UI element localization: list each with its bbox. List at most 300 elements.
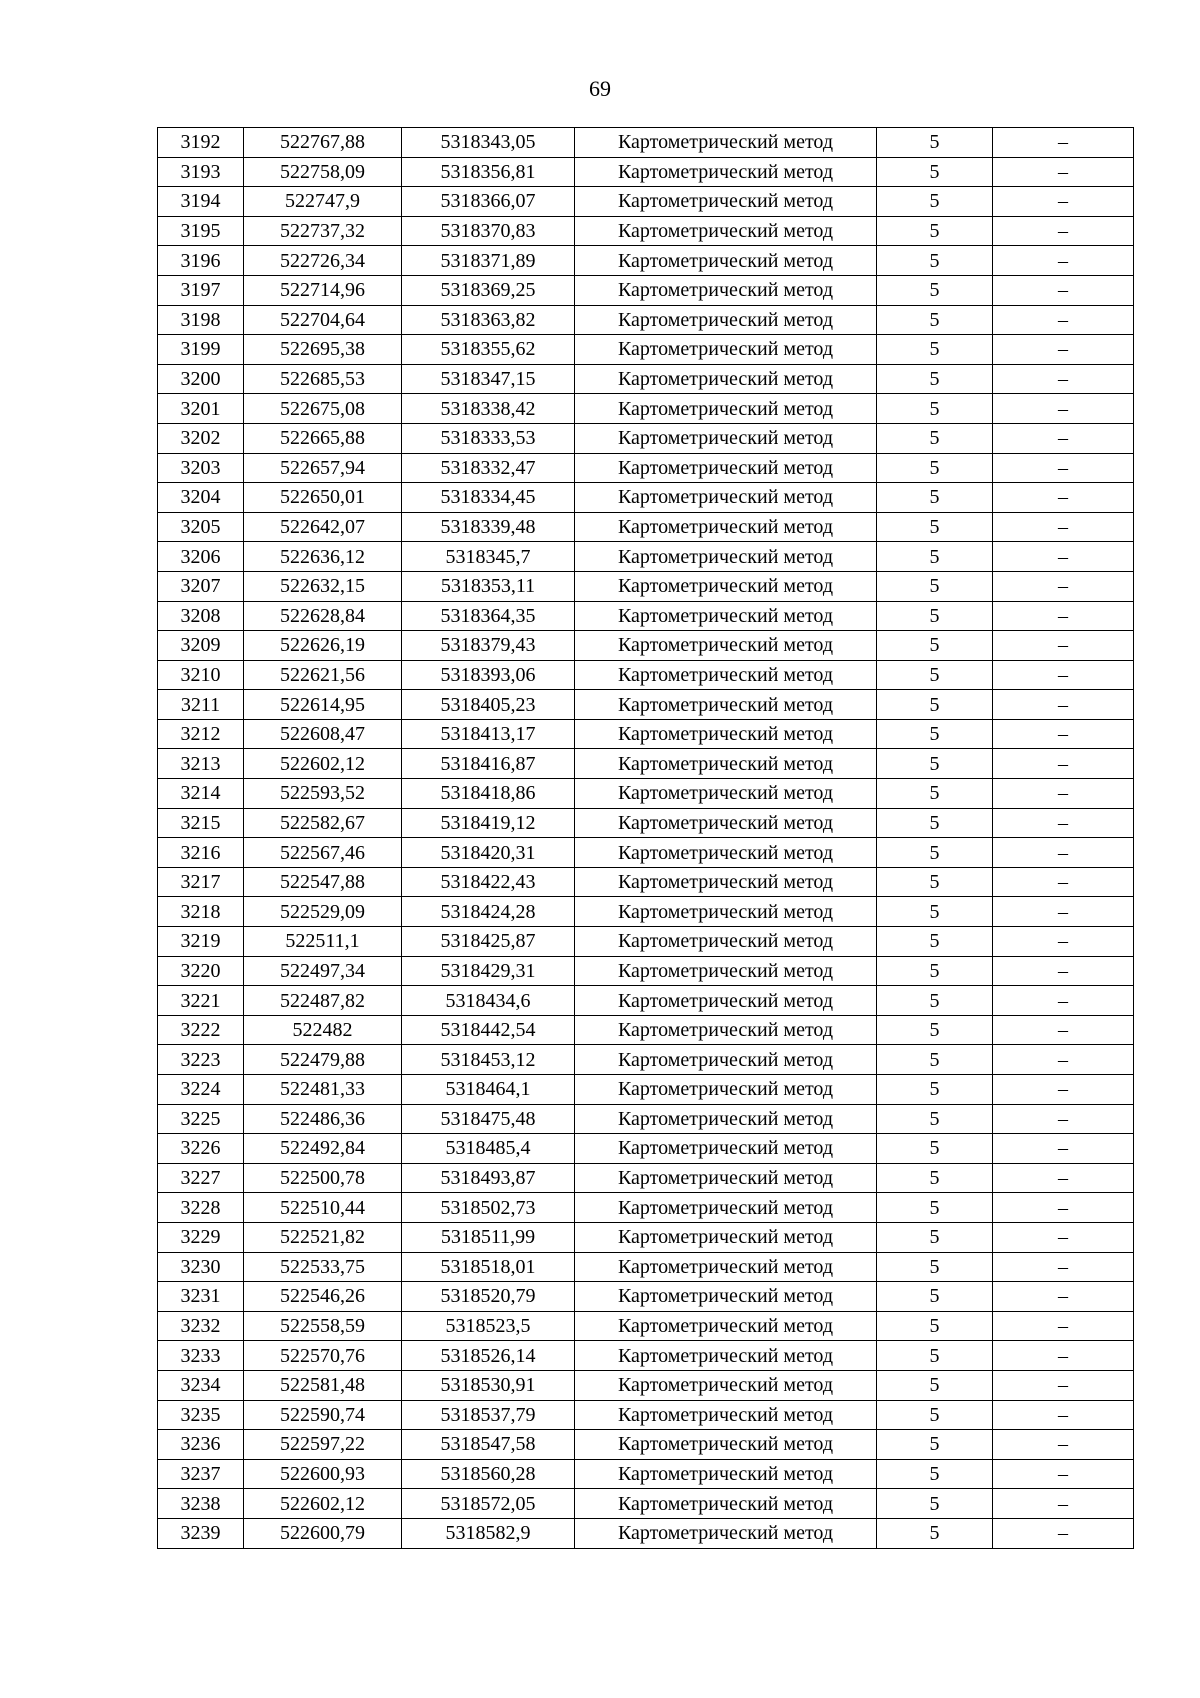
y-coordinate-cell: 5318520,79: [402, 1282, 575, 1312]
table-row: [158, 1134, 1134, 1164]
accuracy-cell: 5: [877, 1430, 993, 1460]
y-coordinate-cell: 5318518,01: [402, 1252, 575, 1282]
accuracy-cell: 5: [877, 216, 993, 246]
x-coordinate-cell: 522632,15: [244, 571, 402, 601]
accuracy-cell: 5: [877, 453, 993, 483]
y-coordinate-cell: 5318405,23: [402, 690, 575, 720]
table-row: [158, 246, 1134, 276]
y-coordinate-cell: 5318332,47: [402, 453, 575, 483]
method-cell: Картометрический метод: [575, 1045, 877, 1075]
description-cell: –: [993, 631, 1134, 661]
table-row: [158, 1370, 1134, 1400]
description-cell: –: [993, 512, 1134, 542]
point-number-cell: 3213: [158, 749, 244, 779]
description-cell: –: [993, 601, 1134, 631]
description-cell: –: [993, 423, 1134, 453]
method-cell: Картометрический метод: [575, 1430, 877, 1460]
table-row: [158, 394, 1134, 424]
accuracy-cell: 5: [877, 690, 993, 720]
description-cell: –: [993, 275, 1134, 305]
accuracy-cell: 5: [877, 512, 993, 542]
method-cell: Картометрический метод: [575, 571, 877, 601]
description-cell: –: [993, 1193, 1134, 1223]
y-coordinate-cell: 5318453,12: [402, 1045, 575, 1075]
accuracy-cell: 5: [877, 1341, 993, 1371]
accuracy-cell: 5: [877, 1370, 993, 1400]
accuracy-cell: 5: [877, 1222, 993, 1252]
accuracy-cell: 5: [877, 779, 993, 809]
y-coordinate-cell: 5318429,31: [402, 956, 575, 986]
point-number-cell: 3200: [158, 364, 244, 394]
point-number-cell: 3208: [158, 601, 244, 631]
x-coordinate-cell: 522695,38: [244, 335, 402, 365]
method-cell: Картометрический метод: [575, 246, 877, 276]
x-coordinate-cell: 522608,47: [244, 719, 402, 749]
description-cell: –: [993, 1370, 1134, 1400]
accuracy-cell: 5: [877, 1075, 993, 1105]
description-cell: –: [993, 1282, 1134, 1312]
y-coordinate-cell: 5318537,79: [402, 1400, 575, 1430]
y-coordinate-cell: 5318485,4: [402, 1134, 575, 1164]
accuracy-cell: 5: [877, 1489, 993, 1519]
description-cell: –: [993, 542, 1134, 572]
point-number-cell: 3214: [158, 779, 244, 809]
table-row: [158, 601, 1134, 631]
accuracy-cell: 5: [877, 128, 993, 158]
method-cell: Картометрический метод: [575, 601, 877, 631]
y-coordinate-cell: 5318424,28: [402, 897, 575, 927]
x-coordinate-cell: 522665,88: [244, 423, 402, 453]
accuracy-cell: 5: [877, 601, 993, 631]
method-cell: Картометрический метод: [575, 1370, 877, 1400]
x-coordinate-cell: 522597,22: [244, 1430, 402, 1460]
method-cell: Картометрический метод: [575, 690, 877, 720]
method-cell: Картометрический метод: [575, 335, 877, 365]
accuracy-cell: 5: [877, 335, 993, 365]
table-row: [158, 571, 1134, 601]
point-number-cell: 3193: [158, 157, 244, 187]
y-coordinate-cell: 5318393,06: [402, 660, 575, 690]
x-coordinate-cell: 522726,34: [244, 246, 402, 276]
page-number: 69: [589, 76, 611, 101]
method-cell: Картометрический метод: [575, 364, 877, 394]
description-cell: –: [993, 1104, 1134, 1134]
accuracy-cell: 5: [877, 1282, 993, 1312]
x-coordinate-cell: 522685,53: [244, 364, 402, 394]
accuracy-cell: 5: [877, 660, 993, 690]
table-row: [158, 631, 1134, 661]
point-number-cell: 3196: [158, 246, 244, 276]
x-coordinate-cell: 522626,19: [244, 631, 402, 661]
method-cell: Картометрический метод: [575, 1282, 877, 1312]
y-coordinate-cell: 5318442,54: [402, 1015, 575, 1045]
point-number-cell: 3215: [158, 808, 244, 838]
method-cell: Картометрический метод: [575, 423, 877, 453]
y-coordinate-cell: 5318422,43: [402, 867, 575, 897]
x-coordinate-cell: 522547,88: [244, 867, 402, 897]
method-cell: Картометрический метод: [575, 1489, 877, 1519]
method-cell: Картометрический метод: [575, 1015, 877, 1045]
point-number-cell: 3228: [158, 1193, 244, 1223]
x-coordinate-cell: 522600,79: [244, 1518, 402, 1548]
accuracy-cell: 5: [877, 571, 993, 601]
table-row: [158, 660, 1134, 690]
description-cell: –: [993, 1163, 1134, 1193]
description-cell: –: [993, 394, 1134, 424]
accuracy-cell: 5: [877, 275, 993, 305]
x-coordinate-cell: 522482: [244, 1015, 402, 1045]
table-row: [158, 1045, 1134, 1075]
y-coordinate-cell: 5318572,05: [402, 1489, 575, 1519]
description-cell: –: [993, 187, 1134, 217]
accuracy-cell: 5: [877, 1311, 993, 1341]
x-coordinate-cell: 522758,09: [244, 157, 402, 187]
x-coordinate-cell: 522521,82: [244, 1222, 402, 1252]
y-coordinate-cell: 5318347,15: [402, 364, 575, 394]
point-number-cell: 3235: [158, 1400, 244, 1430]
y-coordinate-cell: 5318547,58: [402, 1430, 575, 1460]
point-number-cell: 3219: [158, 927, 244, 957]
y-coordinate-cell: 5318356,81: [402, 157, 575, 187]
point-number-cell: 3234: [158, 1370, 244, 1400]
description-cell: –: [993, 897, 1134, 927]
table-row: [158, 1222, 1134, 1252]
point-number-cell: 3224: [158, 1075, 244, 1105]
table-row: [158, 808, 1134, 838]
point-number-cell: 3199: [158, 335, 244, 365]
table-row: [158, 1311, 1134, 1341]
x-coordinate-cell: 522533,75: [244, 1252, 402, 1282]
y-coordinate-cell: 5318530,91: [402, 1370, 575, 1400]
y-coordinate-cell: 5318420,31: [402, 838, 575, 868]
method-cell: Картометрический метод: [575, 275, 877, 305]
method-cell: Картометрический метод: [575, 956, 877, 986]
description-cell: –: [993, 838, 1134, 868]
x-coordinate-cell: 522602,12: [244, 1489, 402, 1519]
method-cell: Картометрический метод: [575, 128, 877, 158]
point-number-cell: 3192: [158, 128, 244, 158]
x-coordinate-cell: 522621,56: [244, 660, 402, 690]
y-coordinate-cell: 5318338,42: [402, 394, 575, 424]
y-coordinate-cell: 5318366,07: [402, 187, 575, 217]
description-cell: –: [993, 1489, 1134, 1519]
y-coordinate-cell: 5318425,87: [402, 927, 575, 957]
x-coordinate-cell: 522500,78: [244, 1163, 402, 1193]
y-coordinate-cell: 5318511,99: [402, 1222, 575, 1252]
accuracy-cell: 5: [877, 483, 993, 513]
x-coordinate-cell: 522602,12: [244, 749, 402, 779]
table-row: [158, 275, 1134, 305]
y-coordinate-cell: 5318334,45: [402, 483, 575, 513]
description-cell: –: [993, 927, 1134, 957]
point-number-cell: 3195: [158, 216, 244, 246]
method-cell: Картометрический метод: [575, 483, 877, 513]
table-row: [158, 542, 1134, 572]
method-cell: Картометрический метод: [575, 719, 877, 749]
y-coordinate-cell: 5318434,6: [402, 986, 575, 1016]
y-coordinate-cell: 5318353,11: [402, 571, 575, 601]
point-number-cell: 3231: [158, 1282, 244, 1312]
table-row: [158, 779, 1134, 809]
y-coordinate-cell: 5318333,53: [402, 423, 575, 453]
description-cell: –: [993, 1075, 1134, 1105]
accuracy-cell: 5: [877, 394, 993, 424]
description-cell: –: [993, 364, 1134, 394]
method-cell: Картометрический метод: [575, 1104, 877, 1134]
accuracy-cell: 5: [877, 423, 993, 453]
table-row: [158, 897, 1134, 927]
table-row: [158, 719, 1134, 749]
description-cell: –: [993, 453, 1134, 483]
accuracy-cell: 5: [877, 542, 993, 572]
x-coordinate-cell: 522642,07: [244, 512, 402, 542]
table-row: [158, 1075, 1134, 1105]
point-number-cell: 3225: [158, 1104, 244, 1134]
description-cell: –: [993, 1015, 1134, 1045]
method-cell: Картометрический метод: [575, 1075, 877, 1105]
method-cell: Картометрический метод: [575, 1459, 877, 1489]
x-coordinate-cell: 522657,94: [244, 453, 402, 483]
x-coordinate-cell: 522487,82: [244, 986, 402, 1016]
method-cell: Картометрический метод: [575, 216, 877, 246]
accuracy-cell: 5: [877, 1045, 993, 1075]
description-cell: –: [993, 246, 1134, 276]
x-coordinate-cell: 522628,84: [244, 601, 402, 631]
accuracy-cell: 5: [877, 157, 993, 187]
table-row: [158, 1252, 1134, 1282]
method-cell: Картометрический метод: [575, 1518, 877, 1548]
description-cell: –: [993, 956, 1134, 986]
point-number-cell: 3233: [158, 1341, 244, 1371]
y-coordinate-cell: 5318560,28: [402, 1459, 575, 1489]
y-coordinate-cell: 5318339,48: [402, 512, 575, 542]
table-row: [158, 986, 1134, 1016]
table-row: [158, 927, 1134, 957]
point-number-cell: 3220: [158, 956, 244, 986]
table-row: [158, 1341, 1134, 1371]
method-cell: Картометрический метод: [575, 542, 877, 572]
x-coordinate-cell: 522497,34: [244, 956, 402, 986]
accuracy-cell: 5: [877, 897, 993, 927]
point-number-cell: 3226: [158, 1134, 244, 1164]
description-cell: –: [993, 1311, 1134, 1341]
point-number-cell: 3218: [158, 897, 244, 927]
description-cell: –: [993, 808, 1134, 838]
method-cell: Картометрический метод: [575, 897, 877, 927]
description-cell: –: [993, 660, 1134, 690]
accuracy-cell: 5: [877, 719, 993, 749]
y-coordinate-cell: 5318343,05: [402, 128, 575, 158]
accuracy-cell: 5: [877, 867, 993, 897]
table-row: [158, 453, 1134, 483]
point-number-cell: 3202: [158, 423, 244, 453]
method-cell: Картометрический метод: [575, 660, 877, 690]
point-number-cell: 3230: [158, 1252, 244, 1282]
y-coordinate-cell: 5318502,73: [402, 1193, 575, 1223]
method-cell: Картометрический метод: [575, 1193, 877, 1223]
point-number-cell: 3232: [158, 1311, 244, 1341]
accuracy-cell: 5: [877, 1163, 993, 1193]
point-number-cell: 3238: [158, 1489, 244, 1519]
point-number-cell: 3197: [158, 275, 244, 305]
method-cell: Картометрический метод: [575, 1134, 877, 1164]
table-row: [158, 423, 1134, 453]
y-coordinate-cell: 5318363,82: [402, 305, 575, 335]
point-number-cell: 3212: [158, 719, 244, 749]
table-row: [158, 1518, 1134, 1548]
y-coordinate-cell: 5318416,87: [402, 749, 575, 779]
description-cell: –: [993, 1430, 1134, 1460]
description-cell: –: [993, 719, 1134, 749]
method-cell: Картометрический метод: [575, 157, 877, 187]
method-cell: Картометрический метод: [575, 1341, 877, 1371]
coordinates-table: [157, 127, 1134, 1549]
method-cell: Картометрический метод: [575, 838, 877, 868]
point-number-cell: 3198: [158, 305, 244, 335]
accuracy-cell: 5: [877, 1459, 993, 1489]
table-row: [158, 1193, 1134, 1223]
x-coordinate-cell: 522582,67: [244, 808, 402, 838]
x-coordinate-cell: 522570,76: [244, 1341, 402, 1371]
table-row: [158, 1282, 1134, 1312]
table-row: [158, 1489, 1134, 1519]
point-number-cell: 3236: [158, 1430, 244, 1460]
x-coordinate-cell: 522614,95: [244, 690, 402, 720]
point-number-cell: 3206: [158, 542, 244, 572]
description-cell: –: [993, 157, 1134, 187]
method-cell: Картометрический метод: [575, 305, 877, 335]
x-coordinate-cell: 522675,08: [244, 394, 402, 424]
description-cell: –: [993, 1341, 1134, 1371]
x-coordinate-cell: 522767,88: [244, 128, 402, 158]
description-cell: –: [993, 749, 1134, 779]
accuracy-cell: 5: [877, 1134, 993, 1164]
method-cell: Картометрический метод: [575, 512, 877, 542]
table-row: [158, 749, 1134, 779]
x-coordinate-cell: 522479,88: [244, 1045, 402, 1075]
accuracy-cell: 5: [877, 956, 993, 986]
description-cell: –: [993, 867, 1134, 897]
table-row: [158, 364, 1134, 394]
accuracy-cell: 5: [877, 187, 993, 217]
accuracy-cell: 5: [877, 631, 993, 661]
x-coordinate-cell: 522558,59: [244, 1311, 402, 1341]
x-coordinate-cell: 522593,52: [244, 779, 402, 809]
description-cell: –: [993, 690, 1134, 720]
point-number-cell: 3217: [158, 867, 244, 897]
point-number-cell: 3205: [158, 512, 244, 542]
accuracy-cell: 5: [877, 1015, 993, 1045]
x-coordinate-cell: 522481,33: [244, 1075, 402, 1105]
point-number-cell: 3223: [158, 1045, 244, 1075]
coordinates-table-body: [158, 128, 1134, 1549]
y-coordinate-cell: 5318464,1: [402, 1075, 575, 1105]
y-coordinate-cell: 5318419,12: [402, 808, 575, 838]
point-number-cell: 3211: [158, 690, 244, 720]
description-cell: –: [993, 1459, 1134, 1489]
y-coordinate-cell: 5318526,14: [402, 1341, 575, 1371]
method-cell: Картометрический метод: [575, 1222, 877, 1252]
table-row: [158, 483, 1134, 513]
x-coordinate-cell: 522714,96: [244, 275, 402, 305]
point-number-cell: 3201: [158, 394, 244, 424]
accuracy-cell: 5: [877, 1193, 993, 1223]
accuracy-cell: 5: [877, 1400, 993, 1430]
method-cell: Картометрический метод: [575, 1400, 877, 1430]
y-coordinate-cell: 5318355,62: [402, 335, 575, 365]
table-row: [158, 512, 1134, 542]
point-number-cell: 3216: [158, 838, 244, 868]
method-cell: Картометрический метод: [575, 927, 877, 957]
point-number-cell: 3203: [158, 453, 244, 483]
method-cell: Картометрический метод: [575, 986, 877, 1016]
x-coordinate-cell: 522704,64: [244, 305, 402, 335]
accuracy-cell: 5: [877, 927, 993, 957]
description-cell: –: [993, 216, 1134, 246]
method-cell: Картометрический метод: [575, 1311, 877, 1341]
table-row: [158, 1015, 1134, 1045]
table-row: [158, 690, 1134, 720]
accuracy-cell: 5: [877, 838, 993, 868]
x-coordinate-cell: 522529,09: [244, 897, 402, 927]
y-coordinate-cell: 5318370,83: [402, 216, 575, 246]
accuracy-cell: 5: [877, 246, 993, 276]
y-coordinate-cell: 5318364,35: [402, 601, 575, 631]
table-row: [158, 867, 1134, 897]
description-cell: –: [993, 305, 1134, 335]
method-cell: Картометрический метод: [575, 394, 877, 424]
x-coordinate-cell: 522567,46: [244, 838, 402, 868]
x-coordinate-cell: 522581,48: [244, 1370, 402, 1400]
table-row: [158, 335, 1134, 365]
description-cell: –: [993, 571, 1134, 601]
accuracy-cell: 5: [877, 749, 993, 779]
x-coordinate-cell: 522546,26: [244, 1282, 402, 1312]
description-cell: –: [993, 1045, 1134, 1075]
method-cell: Картометрический метод: [575, 749, 877, 779]
x-coordinate-cell: 522511,1: [244, 927, 402, 957]
x-coordinate-cell: 522650,01: [244, 483, 402, 513]
x-coordinate-cell: 522492,84: [244, 1134, 402, 1164]
table-row: [158, 187, 1134, 217]
description-cell: –: [993, 1134, 1134, 1164]
y-coordinate-cell: 5318345,7: [402, 542, 575, 572]
description-cell: –: [993, 128, 1134, 158]
table-row: [158, 1163, 1134, 1193]
accuracy-cell: 5: [877, 305, 993, 335]
point-number-cell: 3222: [158, 1015, 244, 1045]
x-coordinate-cell: 522590,74: [244, 1400, 402, 1430]
point-number-cell: 3207: [158, 571, 244, 601]
y-coordinate-cell: 5318379,43: [402, 631, 575, 661]
y-coordinate-cell: 5318413,17: [402, 719, 575, 749]
table-row: [158, 838, 1134, 868]
table-row: [158, 956, 1134, 986]
y-coordinate-cell: 5318475,48: [402, 1104, 575, 1134]
description-cell: –: [993, 779, 1134, 809]
point-number-cell: 3204: [158, 483, 244, 513]
accuracy-cell: 5: [877, 364, 993, 394]
method-cell: Картометрический метод: [575, 1252, 877, 1282]
table-row: [158, 216, 1134, 246]
point-number-cell: 3194: [158, 187, 244, 217]
description-cell: –: [993, 483, 1134, 513]
method-cell: Картометрический метод: [575, 187, 877, 217]
point-number-cell: 3209: [158, 631, 244, 661]
description-cell: –: [993, 335, 1134, 365]
x-coordinate-cell: 522486,36: [244, 1104, 402, 1134]
accuracy-cell: 5: [877, 1518, 993, 1548]
